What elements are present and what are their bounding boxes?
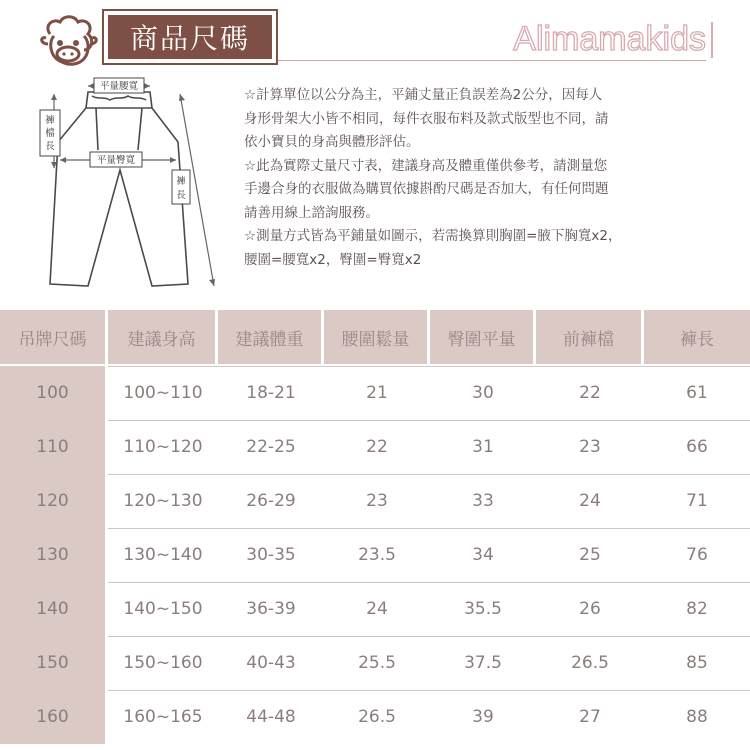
header-cell-hip: 臀圍平量 [430,310,536,364]
cell-rise: 23 [579,437,601,457]
row-divider [108,528,750,529]
row-divider [108,690,750,691]
cell-weight: 30-35 [246,545,296,565]
table-header-row [0,310,750,364]
page-title: 商品尺碼 [129,22,250,55]
cell-size: 140 [0,582,108,636]
waist-label: 平量腰寬 [99,81,139,92]
cell-height: 100~110 [123,383,203,403]
cell-size: 130 [0,528,108,582]
cell-hip: 33 [472,491,494,511]
note-line: 身形骨架大小皆不相同，每件衣服布料及款式版型也不同，請 [244,110,609,127]
cell-hip: 35.5 [464,599,502,619]
header-cell-size: 吊牌尺碼 [0,310,108,364]
cell-rise: 27 [579,707,601,727]
cell-waist: 22 [366,437,388,457]
cell-length: 71 [686,491,708,511]
cell-waist: 25.5 [358,653,396,673]
note-line: 請善用線上諮詢服務。 [244,204,379,221]
cell-height: 160~165 [123,707,203,727]
row-divider [108,420,750,421]
note-line: 腰圍=腰寬x2，臀圍=臀寬x2 [244,251,422,268]
cell-hip: 37.5 [464,653,502,673]
cell-waist: 21 [366,383,388,403]
note-line: ☆測量方式皆為平鋪量如圖示，若需換算則胸圍=腋下胸寬x2， [244,228,622,244]
row-divider [108,582,750,583]
cell-weight: 36-39 [246,599,296,619]
svg-text:檔: 檔 [45,128,55,139]
cell-length: 88 [686,707,708,727]
cell-size: 150 [0,636,108,690]
row-divider [108,636,750,637]
size-notes [244,84,714,272]
cell-height: 130~140 [123,545,203,565]
cell-size: 160 [0,690,108,744]
svg-text:褲: 褲 [45,115,55,126]
header-cell-length: 褲長 [644,310,750,364]
cell-size: 120 [0,474,108,528]
cell-height: 110~120 [123,437,203,457]
cell-hip: 30 [472,383,494,403]
note-line: ☆此為實際丈量尺寸表，建議身高及體重僅供參考，請測量您 [244,157,608,174]
row-divider [108,366,750,367]
pants-diagram [28,72,228,298]
cell-weight: 26-29 [246,491,296,511]
cell-waist: 26.5 [358,707,396,727]
cell-height: 120~130 [123,491,203,511]
table-row [0,366,750,420]
note-line: ☆計算單位以公分為主，平鋪丈量正負誤差為2公分，因每人 [244,87,603,103]
cell-length: 85 [686,653,708,673]
cell-height: 140~150 [123,599,203,619]
cell-rise: 26.5 [571,653,609,673]
table-row [0,690,750,744]
cell-waist: 23 [366,491,388,511]
svg-text:長: 長 [176,190,186,201]
title-badge [104,11,276,63]
cell-rise: 22 [579,383,601,403]
cell-length: 82 [686,599,708,619]
sheep-logo-icon [38,12,100,70]
cell-hip: 31 [472,437,494,457]
cell-weight: 44-48 [246,707,296,727]
cell-waist: 24 [366,599,388,619]
size-table [0,310,750,750]
cell-waist: 23.5 [358,545,396,565]
cell-rise: 24 [579,491,601,511]
header-cell-rise: 前褲檔 [536,310,644,364]
cell-weight: 18-21 [246,383,296,403]
cell-rise: 26 [579,599,601,619]
cell-weight: 22-25 [246,437,296,457]
cell-height: 150~160 [123,653,203,673]
table-row [0,474,750,528]
table-row [0,528,750,582]
note-line: 依小寶貝的身高與體形評估。 [244,134,420,150]
cell-rise: 25 [579,545,601,565]
row-divider [108,474,750,475]
table-row [0,636,750,690]
brand-logo [440,14,720,60]
cell-hip: 39 [472,707,494,727]
cell-length: 61 [686,383,708,403]
cell-size: 110 [0,420,108,474]
header-cell-waist: 腰圍鬆量 [324,310,430,364]
rise-label [45,114,55,152]
cell-length: 66 [686,437,708,457]
hip-label: 平量臀寬 [96,155,136,166]
table-row [0,420,750,474]
cell-size: 100 [0,366,108,420]
header-cell-weight: 建議體重 [218,310,324,364]
cell-weight: 40-43 [246,653,296,673]
svg-text:褲: 褲 [176,176,186,187]
cell-hip: 34 [472,545,494,565]
brand-text: Alimamakids [513,20,706,58]
cell-length: 76 [686,545,708,565]
table-row [0,582,750,636]
svg-text:長: 長 [45,141,55,152]
header-cell-height: 建議身高 [108,310,218,364]
note-line: 手邊合身的衣服做為購買依據斟酌尺碼是否加大，有任何問題 [244,181,609,197]
header-divider [278,60,706,61]
